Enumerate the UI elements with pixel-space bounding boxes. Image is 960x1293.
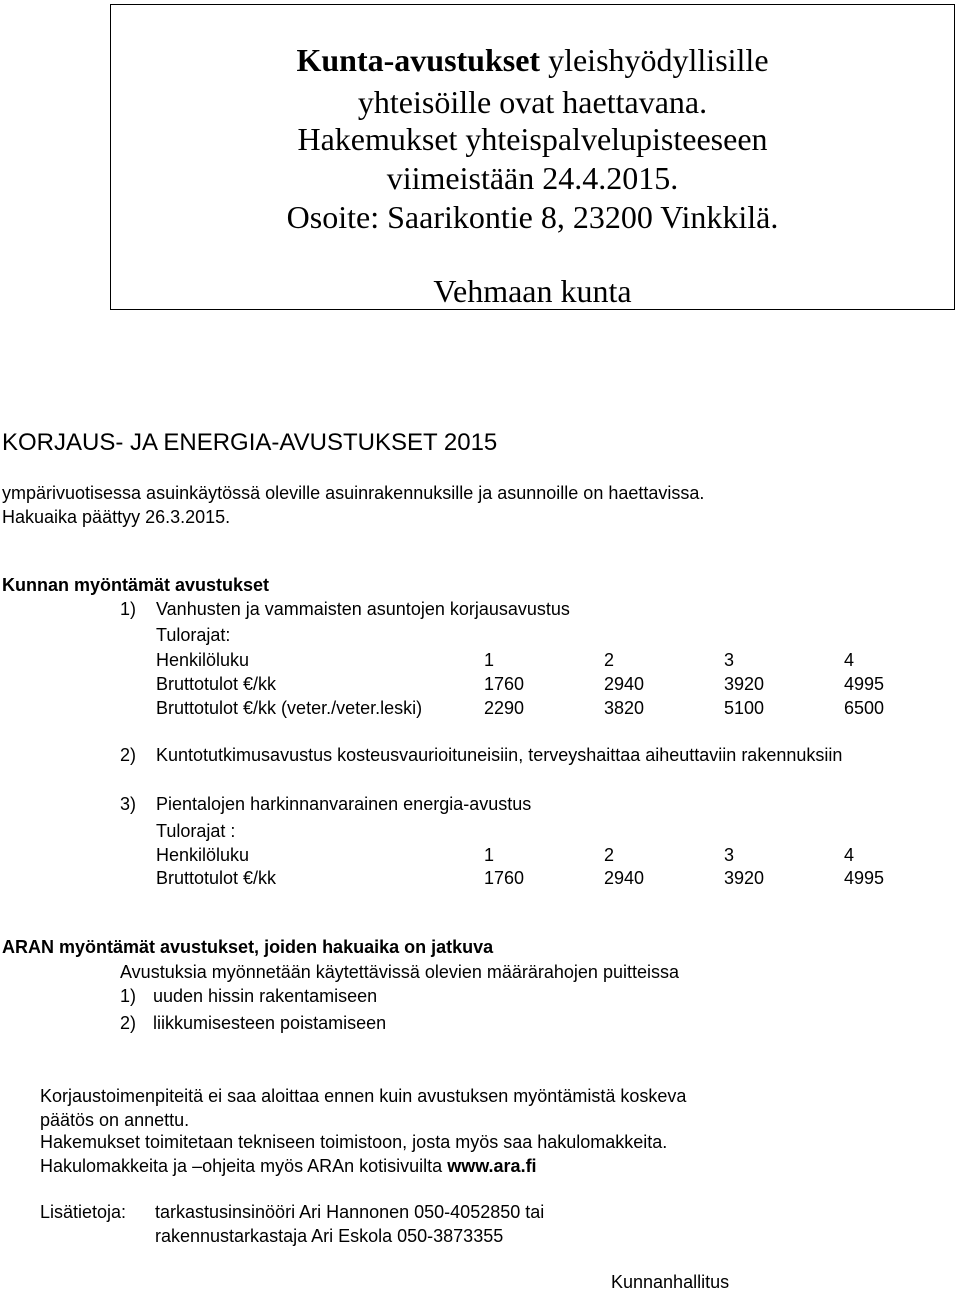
aran-item2-text: liikkumisesteen poistamiseen [153, 1013, 387, 1033]
table-cell: 2940 [604, 868, 645, 888]
table-cell: 4995 [844, 674, 885, 694]
ara-website-link[interactable]: www.ara.fi [447, 1156, 537, 1176]
notice-municipality: Vehmaan kunta [433, 273, 632, 309]
table-cell: 2 [604, 650, 615, 670]
table-cell: 4 [844, 845, 855, 865]
table-cell: 3820 [604, 698, 645, 718]
notice-line-1: Kunta-avustukset yleishyödyllisille [296, 42, 769, 78]
page-title: KORJAUS- JA ENERGIA-AVUSTUKSET 2015 [2, 429, 498, 456]
table-cell: 1760 [484, 868, 525, 888]
table-cell: 2 [604, 845, 615, 865]
table-cell: 3920 [724, 674, 765, 694]
aran-heading: ARAN myöntämät avustukset, joiden hakuaika on jatkuva [2, 937, 494, 957]
item1-limits-label: Tulorajat: [156, 625, 231, 645]
table-row-label: Henkilöluku [156, 845, 250, 865]
table-row-label: Bruttotulot €/kk (veter./veter.leski) [156, 698, 423, 718]
municipal-heading: Kunnan myöntämät avustukset [2, 575, 270, 595]
item2-text: Kuntotutkimusavustus kosteusvaurioituneisiin, terveyshaittaa aiheuttaviin rakennuksiin [156, 745, 843, 765]
table-cell: 6500 [844, 698, 885, 718]
table-cell: 5100 [724, 698, 765, 718]
notice-line-5: Osoite: Saarikontie 8, 23200 Vinkkilä. [286, 199, 779, 235]
info-line-2: rakennustarkastaja Ari Eskola 050-3873355 [155, 1226, 504, 1246]
table-cell: 2940 [604, 674, 645, 694]
table-cell: 1 [484, 845, 495, 865]
table-row-label: Henkilöluku [156, 650, 250, 670]
notice-line-4: viimeistään 24.4.2015. [386, 160, 679, 196]
note-line-3: Hakemukset toimitetaan tekniseen toimistoon, josta myös saa hakulomakkeita. [40, 1132, 668, 1152]
note-line-1: Korjaustoimenpiteitä ei saa aloittaa ennen kuin avustuksen myöntämistä koskeva [40, 1086, 687, 1106]
info-line-1: tarkastusinsinööri Ari Hannonen 050-4052850 tai [155, 1202, 545, 1222]
item1-number: 1) [120, 599, 137, 619]
intro-text: ympärivuotisessa asuinkäytössä oleville asuinrakennuksille ja asunnoille on haettavissa. [2, 483, 705, 503]
deadline-text: Hakuaika päättyy 26.3.2015. [2, 507, 231, 527]
item2-number: 2) [120, 745, 137, 765]
notice-line-3: Hakemukset yhteispalvelupisteeseen [297, 121, 768, 157]
aran-item1-text: uuden hissin rakentamiseen [153, 986, 378, 1006]
table-cell: 1 [484, 650, 495, 670]
notice-title: Kunta-avustukset [296, 42, 541, 78]
table-cell: 3 [724, 845, 735, 865]
note-line-4: Hakulomakkeita ja –ohjeita myös ARAn kotisivuilta www.ara.fi [40, 1156, 537, 1176]
table-row-label: Bruttotulot €/kk [156, 868, 277, 888]
aran-item1-number: 1) [120, 986, 137, 1006]
table-cell: 3 [724, 650, 735, 670]
item3-number: 3) [120, 794, 137, 814]
aran-item2-number: 2) [120, 1013, 137, 1033]
table-cell: 3920 [724, 868, 765, 888]
notice-box [110, 4, 955, 310]
note-line-2: päätös on annettu. [40, 1110, 190, 1130]
table-row-label: Bruttotulot €/kk [156, 674, 277, 694]
item3-limits-label: Tulorajat : [156, 821, 236, 841]
aran-subtext: Avustuksia myönnetään käytettävissä olevien määrärahojen puitteissa [120, 962, 679, 982]
table-cell: 4 [844, 650, 855, 670]
table-cell: 4995 [844, 868, 885, 888]
signature: Kunnanhallitus [611, 1272, 730, 1292]
info-label: Lisätietoja: [40, 1202, 127, 1222]
item3-text: Pientalojen harkinnanvarainen energia-avustus [156, 794, 532, 814]
notice-line-2: yhteisöille ovat haettavana. [357, 84, 708, 120]
table-cell: 1760 [484, 674, 525, 694]
item1-text: Vanhusten ja vammaisten asuntojen korjausavustus [156, 599, 570, 619]
table-cell: 2290 [484, 698, 525, 718]
